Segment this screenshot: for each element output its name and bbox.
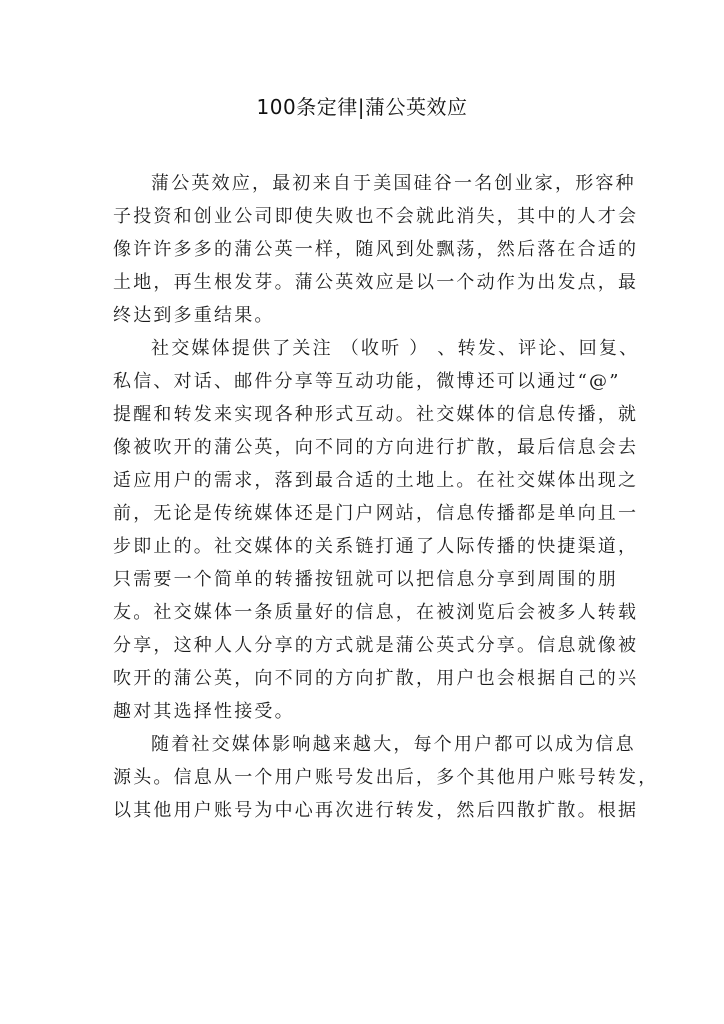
text-line: 像被吹开的蒲公英，向不同的方向进行扩散，最后信息会去 xyxy=(113,437,639,458)
text-line: 友。社交媒体一条质量好的信息，在被浏览后会被多人转载 xyxy=(113,602,639,623)
text-line: 适应用户的需求，落到最合适的土地上。在社交媒体出现之 xyxy=(113,470,639,491)
document-title: 100条定律|蒲公英效应 xyxy=(256,95,468,119)
text-line: 随着社交媒体影响越来越大，每个用户都可以成为信息 xyxy=(151,734,636,755)
text-line: 蒲公英效应，最初来自于美国硅谷一名创业家，形容种 xyxy=(151,173,636,194)
text-line: 私信、对话、邮件分享等互动功能，微博还可以通过“@” xyxy=(113,371,621,392)
text-line: 分享，这种人人分享的方式就是蒲公英式分享。信息就像被 xyxy=(113,635,639,656)
text-line: 只需要一个简单的转播按钮就可以把信息分享到周围的朋 xyxy=(113,569,618,590)
text-line: 终达到多重结果。 xyxy=(113,305,275,326)
text-line: 土地，再生根发芽。蒲公英效应是以一个动作为出发点，最 xyxy=(113,272,639,293)
text-line: 子投资和创业公司即使失败也不会就此消失，其中的人才会 xyxy=(113,206,639,227)
text-line: 提醒和转发来实现各种形式互动。社交媒体的信息传播，就 xyxy=(113,404,639,425)
text-line: 源头。信息从一个用户账号发出后，多个其他用户账号转发， xyxy=(113,767,659,788)
text-line: 前，无论是传统媒体还是门户网站，信息传播都是单向且一 xyxy=(113,503,639,524)
text-line: 社交媒体提供了关注 （收听 ） 、转发、评论、回复、 xyxy=(151,338,640,359)
text-line: 吹开的蒲公英，向不同的方向扩散，用户也会根据自己的兴 xyxy=(113,668,639,689)
document-body xyxy=(113,167,659,827)
text-line: 以其他用户账号为中心再次进行转发，然后四散扩散。根据 xyxy=(113,800,639,821)
text-line: 步即止的。社交媒体的关系链打通了人际传播的快捷渠道， xyxy=(113,536,639,557)
text-line: 趣对其选择性接受。 xyxy=(113,701,295,722)
text-line: 像许许多多的蒲公英一样，随风到处飘荡，然后落在合适的 xyxy=(113,239,639,260)
